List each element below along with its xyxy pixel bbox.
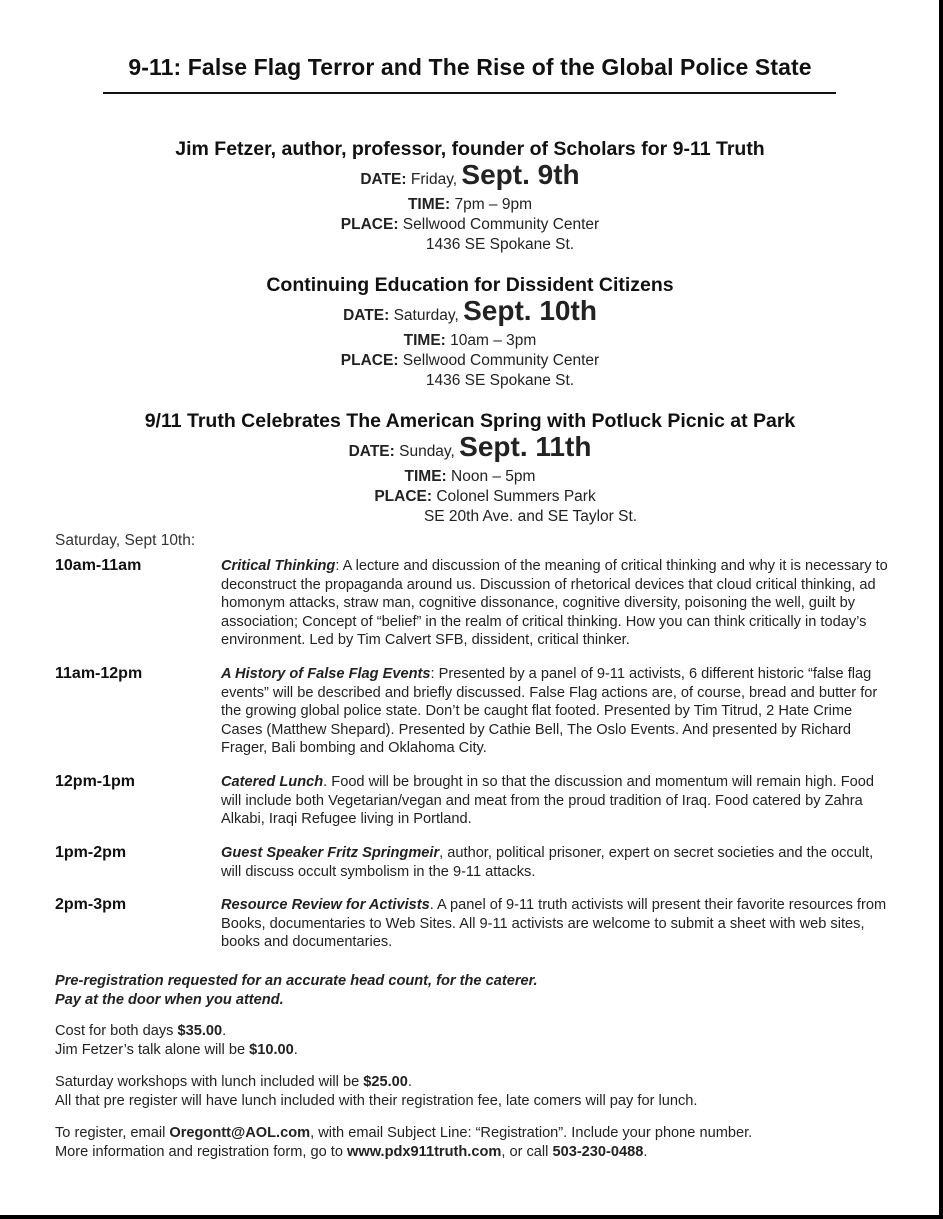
title-divider: [103, 92, 836, 94]
event-place: [0, 487, 940, 507]
place-value: Sellwood Community Center: [402, 352, 600, 369]
event-date: [0, 161, 940, 195]
event-place: [0, 351, 940, 371]
date-day: Saturday,: [393, 307, 459, 324]
register-text: To register, email: [55, 1125, 170, 1141]
date-label: DATE:: [348, 443, 395, 460]
more-end: .: [643, 1143, 648, 1160]
place-label: PLACE:: [374, 488, 433, 505]
more-mid: , or call: [501, 1143, 553, 1160]
event-date: [0, 297, 940, 331]
schedule-time: 12pm-1pm: [55, 773, 136, 790]
cost-fetzer: [55, 1041, 905, 1060]
phone-number[interactable]: 503-230-0488: [552, 1143, 644, 1160]
time-value: 10am – 3pm: [450, 332, 537, 349]
cost-price: $10.00: [249, 1041, 294, 1058]
time-label: TIME:: [403, 332, 446, 349]
date-label: DATE:: [360, 171, 407, 188]
register-email-link[interactable]: Oregontt@AOL.com: [169, 1125, 311, 1141]
schedule-description: [221, 844, 891, 881]
time-value: 7pm – 9pm: [454, 196, 533, 213]
place-label: PLACE:: [340, 352, 399, 369]
registration-section: [55, 1124, 905, 1161]
saturday-cost-section: [55, 1073, 905, 1110]
event-place: [0, 215, 940, 235]
schedule-text: A panel of 9-11 truth activists will present their favorite resources from Books, documentaries to Web Sites. All 9-11 activists are welcome to submit a sheet with web sites, books and documentaries.: [221, 897, 887, 951]
schedule-sep: ,: [439, 845, 444, 861]
cost-end: .: [407, 1074, 412, 1090]
schedule-description: [221, 665, 891, 758]
schedule-topic: Catered Lunch: [221, 774, 324, 790]
register-line: [55, 1124, 905, 1143]
more-info-line: [55, 1143, 905, 1162]
schedule-description: [221, 557, 891, 650]
event-picnic: [0, 409, 940, 527]
schedule-text: author, political prisoner, expert on secret societies and the occult, will discuss occult symbolism in the 9-11 attacks.: [221, 845, 874, 880]
more-text: More information and registration form, go to: [55, 1143, 348, 1160]
page-border-bottom: [0, 1215, 943, 1219]
schedule-topic: Guest Speaker Fritz Springmeir: [221, 845, 440, 861]
place-label: PLACE:: [340, 216, 399, 233]
cost-end: .: [222, 1023, 227, 1039]
event-address: SE 20th Ave. and SE Taylor St.: [423, 508, 638, 525]
schedule-description: [221, 896, 891, 952]
cost-text: Cost for both days: [55, 1023, 178, 1039]
event-time: [0, 467, 940, 487]
date-value: Sept. 10th: [463, 295, 597, 326]
register-rest: , with email Subject Line: “Registration”. Include your phone number.: [310, 1125, 753, 1141]
schedule-topic: A History of False Flag Events: [221, 666, 431, 682]
website-link[interactable]: www.pdx911truth.com: [347, 1143, 502, 1160]
schedule-time: 1pm-2pm: [55, 844, 127, 861]
date-value: Sept. 11th: [459, 431, 592, 462]
prereg-line: Pre-registration requested for an accurate head count, for the caterer.: [55, 973, 538, 989]
preregistration-note: [55, 972, 905, 1009]
lunch-note: All that pre register will have lunch included with their registration fee, late comers will pay for lunch.: [55, 1092, 698, 1109]
schedule-topic: Resource Review for Activists: [221, 897, 430, 913]
schedule-topic: Critical Thinking: [221, 558, 336, 574]
schedule-sep: :: [430, 666, 435, 682]
cost-both-days: [55, 1022, 905, 1041]
cost-text: Saturday workshops with lunch included will be: [55, 1074, 364, 1090]
date-day: Friday,: [410, 171, 458, 188]
date-day: Sunday,: [399, 443, 455, 460]
event-time: [0, 331, 940, 351]
schedule-description: [221, 773, 891, 829]
schedule-text: A lecture and discussion of the meaning of critical thinking and why it is necessary to deconstruct the propaganda around us. Discussion of rhetorical devices that cloud critical thinking, ad homonym attacks, straw man, cognitive dissonance, cognitive diversity, poisoning the well, guilt by association; Concept of “belief” in the realm of critical thinking. How you can think critically in today’s environment. Led by Tim Calvert SFB, dissident, critical thinker.: [221, 558, 888, 649]
event-date: [0, 433, 940, 467]
cost-price: $35.00: [177, 1023, 223, 1039]
date-value: Sept. 9th: [461, 159, 580, 190]
time-value: Noon – 5pm: [451, 468, 536, 485]
place-value: Sellwood Community Center: [402, 216, 600, 233]
cost-text: Jim Fetzer’s talk alone will be: [55, 1041, 250, 1058]
schedule-sep: .: [429, 897, 434, 913]
schedule-text: Food will be brought in so that the discussion and momentum will remain high. Food will include both Vegetarian/vegan and meat from the proud tradition of Iraq. Food catered by Zahra Alkabi, Iraqi Refugee living in Portland.: [221, 774, 874, 828]
schedule-time: 11am-12pm: [55, 665, 143, 682]
schedule-heading: Saturday, Sept 10th:: [55, 532, 196, 549]
event-time: [0, 195, 940, 215]
pay-at-door-line: Pay at the door when you attend.: [55, 991, 284, 1008]
event-fetzer: [0, 137, 940, 255]
cost-saturday: [55, 1073, 905, 1092]
event-title: Jim Fetzer, author, professor, founder of Scholars for 9-11 Truth: [175, 138, 765, 160]
cost-end: .: [293, 1041, 298, 1058]
page-title: 9-11: False Flag Terror and The Rise of the Global Police State: [128, 54, 812, 80]
schedule-time: 10am-11am: [55, 557, 142, 574]
event-title: 9/11 Truth Celebrates The American Spring with Potluck Picnic at Park: [144, 410, 796, 432]
time-label: TIME:: [404, 468, 447, 485]
event-continuing-education: [0, 273, 940, 391]
event-address: 1436 SE Spokane St.: [425, 236, 575, 253]
event-address: 1436 SE Spokane St.: [425, 372, 575, 389]
time-label: TIME:: [407, 196, 451, 213]
cost-price: $25.00: [363, 1074, 408, 1090]
cost-section: [55, 1022, 905, 1059]
schedule-time: 2pm-3pm: [55, 896, 127, 913]
date-label: DATE:: [343, 307, 390, 324]
place-value: Colonel Summers Park: [436, 488, 596, 505]
schedule-sep: :: [335, 558, 340, 574]
schedule-text: Presented by a panel of 9-11 activists, 6 different historic “false flag events” will be described and briefly discussed. False Flag actions are, of course, bread and butter for the growing global police state. Don’t be caught flat footed. Presented by Tim Titrud, 2 Hate Crime Cases (Matthew Shepard). Presented by Cathie Bell, The Oslo Events. And presented by Richard Frager, Bali bombing and Oklahoma City.: [221, 666, 878, 757]
event-title: Continuing Education for Dissident Citizens: [266, 274, 674, 296]
schedule-sep: .: [323, 774, 328, 790]
